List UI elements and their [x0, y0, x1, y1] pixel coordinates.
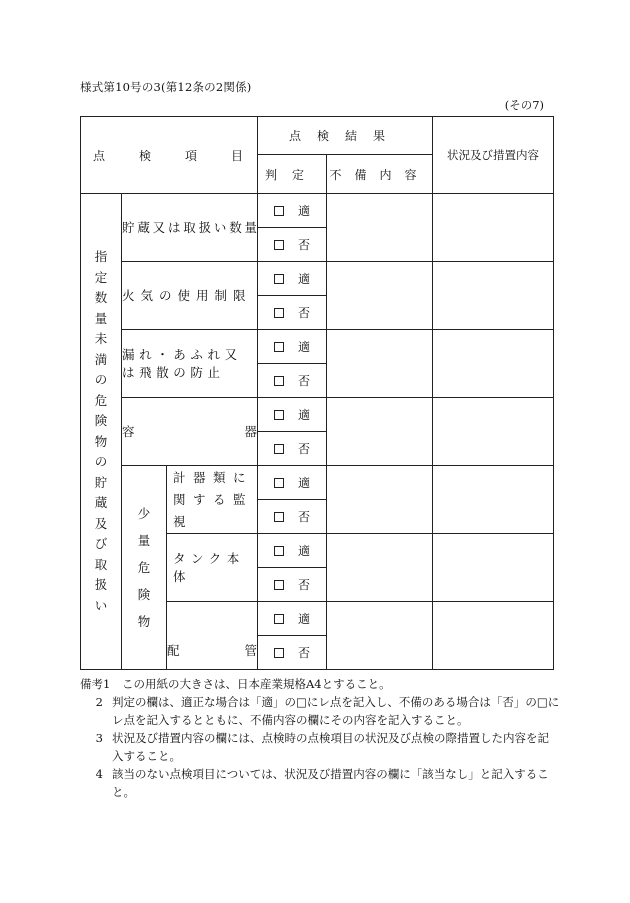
checkbox-icon[interactable] — [274, 376, 284, 386]
judge-ng-label: 否 — [298, 374, 311, 388]
notes-section — [80, 675, 560, 801]
judge-ok-option[interactable] — [258, 602, 327, 636]
item-label: 配管 — [167, 602, 258, 670]
notes-heading: 備考 — [80, 677, 103, 691]
category-cell — [81, 194, 122, 670]
header-inspection-item — [81, 117, 258, 194]
judge-ng-label: 否 — [298, 646, 311, 660]
judge-ok-option[interactable] — [258, 466, 327, 500]
category-label: 指定数量未満の危険物の貯蔵及び取扱い — [94, 249, 108, 613]
judge-ng-option[interactable] — [258, 296, 327, 330]
judge-ok-label: 適 — [298, 544, 311, 558]
checkbox-icon[interactable] — [274, 308, 284, 318]
judge-ok-label: 適 — [298, 476, 311, 490]
defect-content-field[interactable] — [327, 330, 433, 398]
defect-content-field[interactable] — [327, 262, 433, 330]
item-label: 計器類に関する監視 — [167, 466, 258, 534]
judge-ok-label: 適 — [298, 408, 311, 422]
subcategory-cell — [122, 466, 167, 670]
note-item — [80, 765, 560, 801]
defect-content-field[interactable] — [327, 466, 433, 534]
item-label: 容器 — [122, 398, 258, 466]
note-text: 状況及び措置内容の欄には、点検時の点検項目の状況及び点検の際措置した内容を記入すること。 — [112, 731, 549, 763]
status-measures-field[interactable] — [433, 194, 554, 262]
judge-ng-label: 否 — [298, 510, 311, 524]
judge-ng-option[interactable] — [258, 636, 327, 670]
judge-ng-label: 否 — [298, 578, 311, 592]
note-text: 判定の欄は、適正な場合は「適」の□にレ点を記入し、不備のある場合は「否」の□にレ点を記入するとともに、不備内容の欄にその内容を記入すること。 — [112, 695, 560, 727]
item-label: 漏れ・あふれ又は飛散の防止 — [122, 330, 258, 398]
judge-ng-option[interactable] — [258, 568, 327, 602]
header-item-char: 目 — [231, 148, 244, 163]
status-measures-field[interactable] — [433, 262, 554, 330]
judge-ng-option[interactable] — [258, 500, 327, 534]
checkbox-icon[interactable] — [274, 512, 284, 522]
note-number: 1 — [103, 677, 111, 691]
status-measures-field[interactable] — [433, 602, 554, 670]
defect-content-field[interactable] — [327, 602, 433, 670]
checkbox-icon[interactable] — [274, 444, 284, 454]
note-item — [80, 729, 560, 765]
status-measures-field[interactable] — [433, 534, 554, 602]
checkbox-icon[interactable] — [274, 342, 284, 352]
note-number: 3 — [95, 731, 103, 745]
note-text: この用紙の大きさは、日本産業規格A4とすること。 — [122, 677, 391, 691]
item-label: タンク本体 — [167, 534, 258, 602]
judge-ng-label: 否 — [298, 238, 311, 252]
checkbox-icon[interactable] — [274, 410, 284, 420]
checkbox-icon[interactable] — [274, 546, 284, 556]
judge-ok-label: 適 — [298, 272, 311, 286]
note-item — [80, 693, 560, 729]
header-status-measures: 状況及び措置内容 — [433, 117, 554, 194]
status-measures-field[interactable] — [433, 398, 554, 466]
defect-content-field[interactable] — [327, 194, 433, 262]
judge-ng-option[interactable] — [258, 364, 327, 398]
judge-ng-label: 否 — [298, 442, 311, 456]
judge-ng-option[interactable] — [258, 228, 327, 262]
checkbox-icon[interactable] — [274, 648, 284, 658]
judge-ok-option[interactable] — [258, 398, 327, 432]
form-title: 様式第10号の3(第12条の2関係) — [80, 80, 252, 94]
checkbox-icon[interactable] — [274, 580, 284, 590]
checkbox-icon[interactable] — [274, 274, 284, 284]
judge-ok-option[interactable] — [258, 262, 327, 296]
judge-ng-label: 否 — [298, 306, 311, 320]
note-text: 該当のない点検項目については、状況及び措置内容の欄に「該当なし」と記入すること。 — [112, 767, 549, 799]
defect-content-field[interactable] — [327, 534, 433, 602]
judge-ok-label: 適 — [298, 612, 311, 626]
checkbox-icon[interactable] — [274, 614, 284, 624]
header-inspection-result: 点検結果 — [258, 117, 433, 155]
status-measures-field[interactable] — [433, 330, 554, 398]
sub-number: (その7) — [504, 98, 544, 112]
subcategory-label: 少量危険物 — [137, 506, 151, 629]
judge-ok-option[interactable] — [258, 330, 327, 364]
checkbox-icon[interactable] — [274, 240, 284, 250]
inspection-table — [80, 116, 554, 670]
status-measures-field[interactable] — [433, 466, 554, 534]
note-item — [80, 675, 560, 693]
judge-ok-label: 適 — [298, 340, 311, 354]
item-label: 火気の使用制限 — [122, 262, 258, 330]
judge-ok-label: 適 — [298, 204, 311, 218]
note-number: 2 — [95, 695, 103, 709]
header-defect-content: 不備内容 — [327, 155, 433, 194]
header-item-char: 項 — [185, 148, 198, 163]
note-number: 4 — [95, 767, 103, 781]
judge-ok-option[interactable] — [258, 194, 327, 228]
judge-ok-option[interactable] — [258, 534, 327, 568]
item-label: 貯蔵又は取扱い数量 — [122, 194, 258, 262]
header-item-char: 検 — [139, 148, 152, 163]
checkbox-icon[interactable] — [274, 206, 284, 216]
defect-content-field[interactable] — [327, 398, 433, 466]
checkbox-icon[interactable] — [274, 478, 284, 488]
header-item-char: 点 — [93, 148, 106, 163]
judge-ng-option[interactable] — [258, 432, 327, 466]
header-judgment: 判定 — [258, 155, 327, 194]
